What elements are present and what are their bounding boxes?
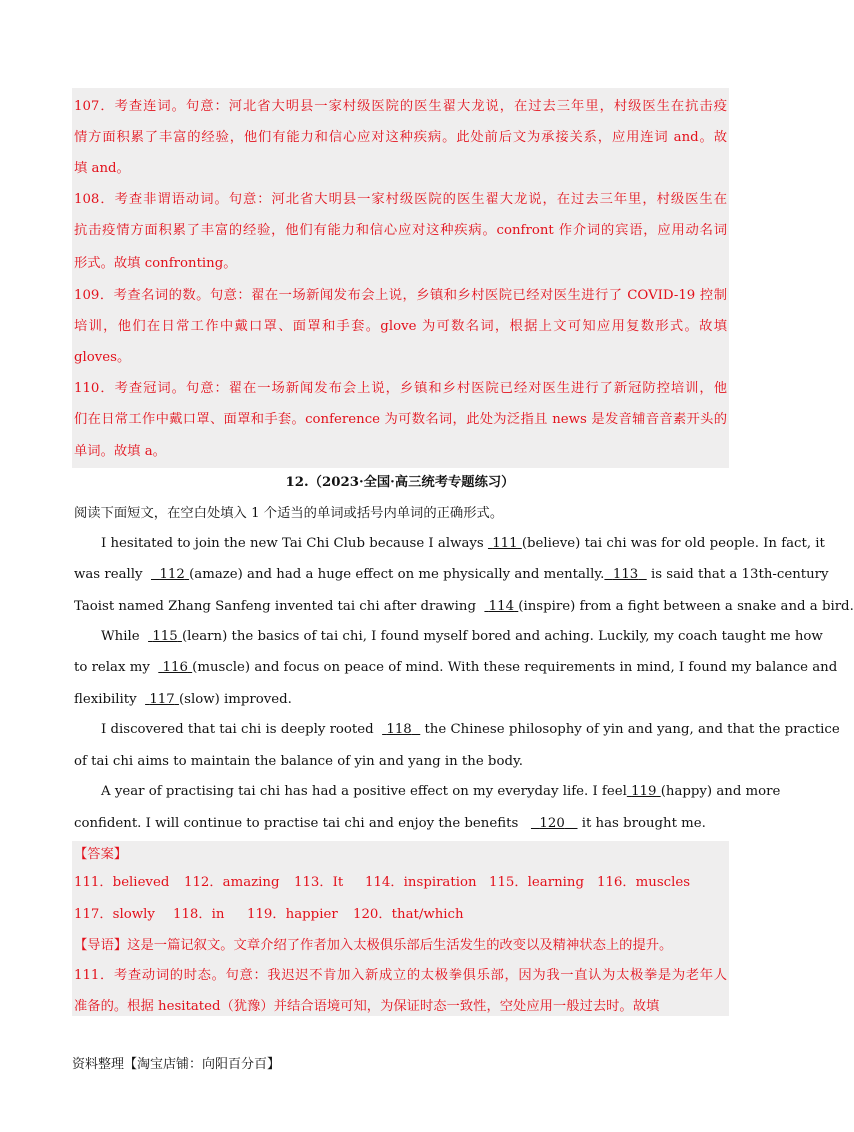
passage-text: A year of practising tai chi has had a positive effect on my everyday life. I feel bbox=[101, 784, 627, 799]
explanation-line: 培训，他们在日常工作中戴口罩、面罩和手套。glove 为可数名词，根据上文可知应用复数形式。故填 bbox=[74, 319, 727, 334]
passage-text: (amaze) and had a huge effect on me physically and mentally. bbox=[189, 567, 605, 582]
passage-line bbox=[101, 628, 823, 646]
blank-111: 111 bbox=[492, 536, 518, 551]
passage-text: flexibility bbox=[74, 692, 137, 707]
answers-row-2 bbox=[74, 906, 464, 924]
passage-text: I discovered that tai chi is deeply rooted bbox=[101, 722, 374, 737]
explanation-line: 填 and。 bbox=[74, 161, 130, 176]
answer-item: 120．that/which bbox=[353, 907, 464, 922]
passage-line bbox=[101, 783, 781, 801]
explanation-line: 110．考查冠词。句意：翟在一场新闻发布会上说，乡镇和乡村医院已经对医生进行了新冠防控培训，他 bbox=[74, 381, 727, 396]
answer-item: 112．amazing bbox=[184, 875, 280, 890]
passage-text: (muscle) and focus on peace of mind. With these requirements in mind, I found my balance and bbox=[192, 660, 838, 675]
answer-item: 111．believed bbox=[74, 875, 170, 890]
passage-text: (learn) the basics of tai chi, I found myself bored and aching. Luckily, my coach taught me how bbox=[181, 629, 823, 644]
blank-112: 112 bbox=[159, 567, 185, 582]
answer-item: 118．in bbox=[173, 907, 225, 922]
blank-120: 120 bbox=[539, 816, 565, 831]
explanation-line: 们在日常工作中戴口罩、面罩和手套。conference 为可数名词，此处为泛指且 news 是发音辅音音素开头的 bbox=[74, 412, 727, 427]
passage-text: Taoist named Zhang Sanfeng invented tai chi after drawing bbox=[74, 599, 476, 614]
passage-line bbox=[101, 535, 825, 553]
passage-text: the Chinese philosophy of yin and yang, and that the practice bbox=[424, 722, 840, 737]
footer-source: 资料整理【淘宝店铺：向阳百分百】 bbox=[72, 1057, 281, 1072]
answers-row-1 bbox=[74, 874, 690, 892]
guide-text: 【导语】这是一篇记叙文。文章介绍了作者加入太极俱乐部后生活发生的改变以及精神状态上的提升。 bbox=[74, 938, 673, 953]
answer-item: 116．muscles bbox=[597, 875, 691, 890]
blank-119: 119 bbox=[631, 784, 657, 799]
passage-line bbox=[74, 815, 706, 833]
answer-item: 117．slowly bbox=[74, 907, 155, 922]
passage-line bbox=[74, 659, 838, 677]
explanation-line: gloves。 bbox=[74, 350, 131, 365]
explanation-line: 情方面积累了丰富的经验，他们有能力和信心应对这种疾病。此处前后文为承接关系，应用连词 and。故 bbox=[74, 130, 727, 145]
question-title: 12.（2023·全国·高三统考专题练习） bbox=[285, 475, 515, 490]
passage-text: it has brought me. bbox=[581, 816, 706, 831]
passage-text: I hesitated to join the new Tai Chi Club because I always bbox=[101, 536, 484, 551]
passage-text: (inspire) from a fight between a snake and a bird. bbox=[518, 599, 854, 614]
passage-line bbox=[74, 598, 854, 616]
explanation-line: 109．考查名词的数。句意：翟在一场新闻发布会上说，乡镇和乡村医院已经对医生进行了 COVID-19 控制 bbox=[74, 288, 727, 303]
answer-item: 113．It bbox=[294, 875, 344, 890]
passage-text: (happy) and more bbox=[660, 784, 781, 799]
passage-text: was really bbox=[74, 567, 143, 582]
explanation-line: 111．考查动词的时态。句意：我迟迟不肯加入新成立的太极拳俱乐部，因为我一直认为太极拳是为老年人 bbox=[74, 968, 727, 983]
blank-118: 118 bbox=[386, 722, 412, 737]
blank-114: 114 bbox=[488, 599, 515, 614]
passage-line bbox=[74, 566, 829, 584]
answer-shade-bottom bbox=[72, 841, 729, 1016]
answer-item: 114．inspiration bbox=[365, 875, 477, 890]
passage-text: is said that a 13th-century bbox=[650, 567, 829, 582]
answer-item: 119．happier bbox=[247, 907, 338, 922]
answer-item: 115．learning bbox=[489, 875, 584, 890]
blank-115: 115 bbox=[152, 629, 178, 644]
passage-text: While bbox=[101, 629, 140, 644]
passage-line bbox=[74, 691, 292, 709]
passage-text: (slow) improved. bbox=[178, 692, 292, 707]
blank-113: 113 bbox=[612, 567, 639, 582]
passage-text: confident. I will continue to practise tai chi and enjoy the benefits bbox=[74, 816, 519, 831]
answer-label: 【答案】 bbox=[74, 847, 128, 862]
passage-text: to relax my bbox=[74, 660, 150, 675]
passage-line bbox=[101, 721, 840, 739]
passage-text: (believe) tai chi was for old people. In fact, it bbox=[521, 536, 825, 551]
blank-117: 117 bbox=[149, 692, 175, 707]
instruction: 阅读下面短文，在空白处填入 1 个适当的单词或括号内单词的正确形式。 bbox=[74, 506, 504, 521]
explanation-line: 107．考查连词。句意：河北省大明县一家村级医院的医生翟大龙说，在过去三年里，村级医生在抗击疫 bbox=[74, 99, 727, 114]
blank-116: 116 bbox=[162, 660, 188, 675]
explanation-line: 单词。故填 a。 bbox=[74, 444, 166, 459]
explanation-line: 抗击疫情方面积累了丰富的经验，他们有能力和信心应对这种疾病。confront 作介词的宾语，应用动名词 bbox=[74, 223, 727, 238]
explanation-line: 准备的。根据 hesitated（犹豫）并结合语境可知，为保证时态一致性，空处应用一般过去时。故填 bbox=[74, 999, 660, 1014]
explanation-line: 形式。故填 confronting。 bbox=[74, 256, 237, 271]
explanation-line: 108．考查非谓语动词。句意：河北省大明县一家村级医院的医生翟大龙说，在过去三年里，村级医生在 bbox=[74, 192, 727, 207]
passage-line: of tai chi aims to maintain the balance of yin and yang in the body. bbox=[74, 754, 523, 769]
